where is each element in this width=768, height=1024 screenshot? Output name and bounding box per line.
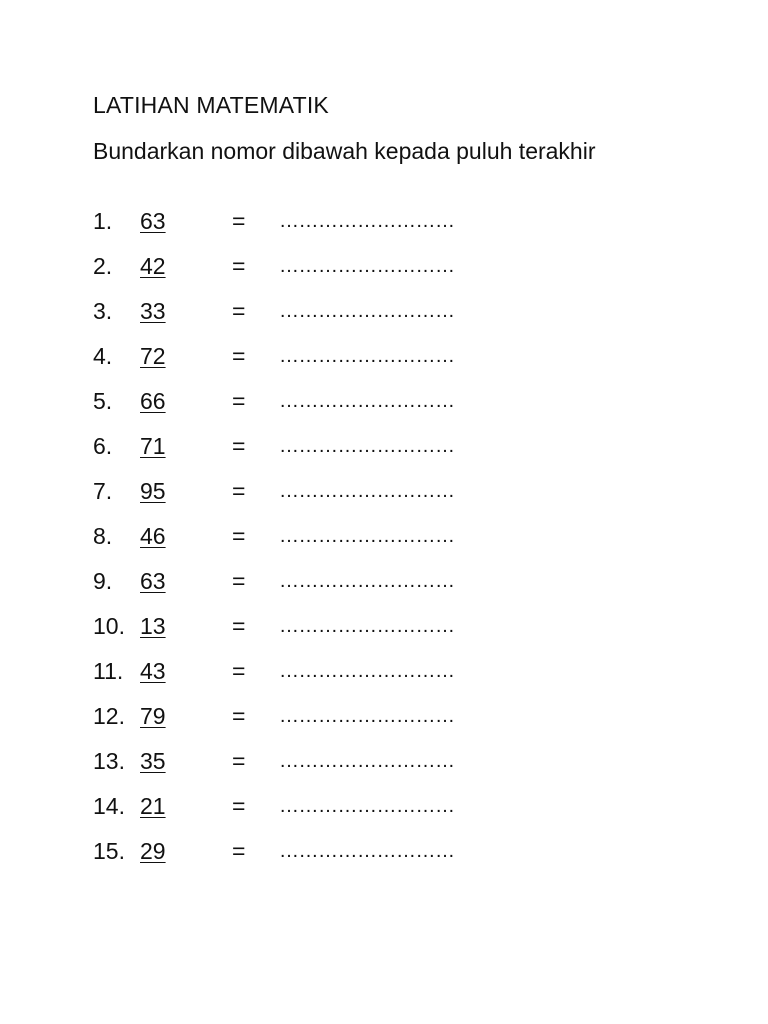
answer-blank[interactable]: ………………………	[279, 705, 455, 727]
question-row	[93, 340, 693, 385]
question-value: 29	[140, 838, 166, 864]
question-row	[93, 475, 693, 520]
question-list	[93, 205, 693, 880]
question-number: 3.	[93, 298, 113, 324]
equals-sign: =	[232, 388, 246, 414]
equals-sign: =	[232, 793, 246, 819]
answer-blank[interactable]: ………………………	[279, 390, 455, 412]
question-value: 42	[140, 253, 166, 279]
question-row	[93, 385, 693, 430]
equals-sign: =	[232, 838, 246, 864]
question-value: 46	[140, 523, 166, 549]
answer-blank[interactable]: ………………………	[279, 570, 455, 592]
question-number: 4.	[93, 343, 113, 369]
question-row	[93, 745, 693, 790]
equals-sign: =	[232, 523, 246, 549]
question-row	[93, 565, 693, 610]
question-number: 8.	[93, 523, 113, 549]
equals-sign: =	[232, 208, 246, 234]
answer-blank[interactable]: ………………………	[279, 435, 455, 457]
question-number: 6.	[93, 433, 113, 459]
equals-sign: =	[232, 433, 246, 459]
question-number: 14.	[93, 793, 125, 819]
answer-blank[interactable]: ………………………	[279, 210, 455, 232]
equals-sign: =	[232, 253, 246, 279]
equals-sign: =	[232, 703, 246, 729]
answer-blank[interactable]: ………………………	[279, 255, 455, 277]
question-row	[93, 655, 693, 700]
question-row	[93, 700, 693, 745]
question-row	[93, 250, 693, 295]
question-value: 35	[140, 748, 166, 774]
question-row	[93, 835, 693, 880]
question-value: 72	[140, 343, 166, 369]
question-number: 7.	[93, 478, 113, 504]
question-value: 71	[140, 433, 166, 459]
question-number: 12.	[93, 703, 125, 729]
answer-blank[interactable]: ………………………	[279, 660, 455, 682]
question-number: 15.	[93, 838, 125, 864]
question-value: 79	[140, 703, 166, 729]
question-number: 10.	[93, 613, 125, 639]
equals-sign: =	[232, 568, 246, 594]
answer-blank[interactable]: ………………………	[279, 345, 455, 367]
equals-sign: =	[232, 748, 246, 774]
question-number: 1.	[93, 208, 113, 234]
question-row	[93, 205, 693, 250]
equals-sign: =	[232, 613, 246, 639]
question-value: 95	[140, 478, 166, 504]
answer-blank[interactable]: ………………………	[279, 480, 455, 502]
question-value: 33	[140, 298, 166, 324]
question-row	[93, 610, 693, 655]
question-number: 11.	[93, 658, 124, 684]
question-number: 13.	[93, 748, 125, 774]
question-value: 63	[140, 208, 166, 234]
equals-sign: =	[232, 658, 246, 684]
answer-blank[interactable]: ………………………	[279, 840, 455, 862]
answer-blank[interactable]: ………………………	[279, 300, 455, 322]
equals-sign: =	[232, 478, 246, 504]
question-value: 43	[140, 658, 166, 684]
question-number: 9.	[93, 568, 113, 594]
question-row	[93, 520, 693, 565]
question-value: 63	[140, 568, 166, 594]
worksheet-instruction: Bundarkan nomor dibawah kepada puluh terakhir	[93, 138, 596, 164]
equals-sign: =	[232, 298, 246, 324]
worksheet-title: LATIHAN MATEMATIK	[93, 92, 329, 118]
question-number: 2.	[93, 253, 113, 279]
question-row	[93, 430, 693, 475]
question-number: 5.	[93, 388, 113, 414]
answer-blank[interactable]: ………………………	[279, 615, 455, 637]
answer-blank[interactable]: ………………………	[279, 525, 455, 547]
question-row	[93, 295, 693, 340]
answer-blank[interactable]: ………………………	[279, 795, 455, 817]
answer-blank[interactable]: ………………………	[279, 750, 455, 772]
question-value: 66	[140, 388, 166, 414]
question-row	[93, 790, 693, 835]
question-value: 13	[140, 613, 166, 639]
question-value: 21	[140, 793, 166, 819]
equals-sign: =	[232, 343, 246, 369]
